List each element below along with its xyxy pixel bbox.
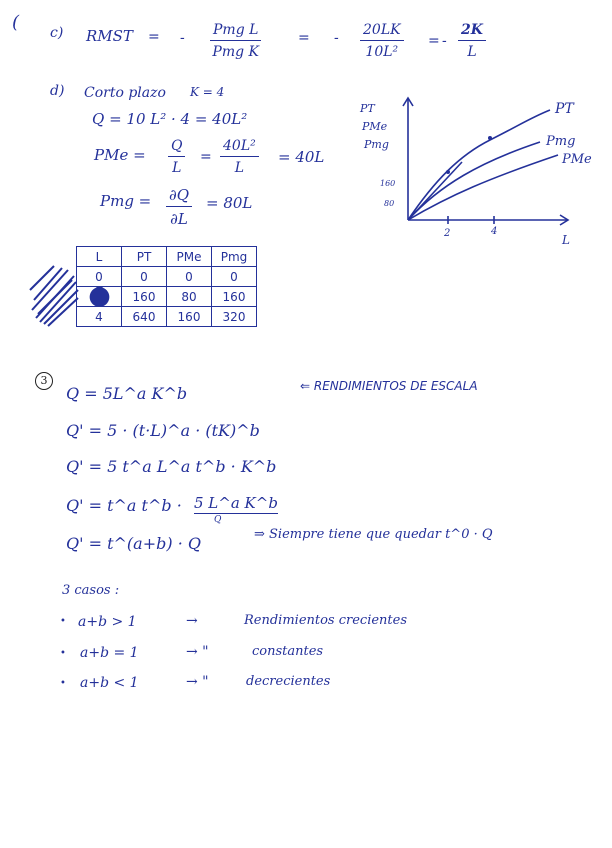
table-cell: 160 [212,287,257,307]
fraction-denominator: L [467,44,477,60]
case-condition: a+b < 1 [80,675,139,691]
graph-y-tick: 160 [380,179,396,188]
cobb-douglas-equation: Q = 5L^a K^b [66,384,188,403]
tangency-point [446,170,450,174]
fraction-40l2-over-l [220,138,259,176]
expanded-equation: Q' = 5 t^a L^a t^b · K^b [66,457,277,476]
table-header: PMe [167,247,212,267]
equals-sign: = [148,29,160,45]
tangent-line [408,162,462,220]
table-cell: 0 [77,267,122,287]
fraction-denominator: ∂L [170,210,188,228]
equals-sign: = [298,30,310,46]
fraction-partial-derivative [166,186,192,228]
case-result: Rendimientos crecientes [244,613,408,628]
section-3-number: 3 [35,372,53,390]
fraction-q-over-l [168,138,185,176]
fraction-numerator: 40L² [220,138,259,157]
case-result: constantes [252,644,324,659]
fraction-pmg [210,22,261,60]
rmst-label: RMST [86,27,133,45]
factored-original-q: 5 L^a K^b [194,494,278,512]
case-result: decrecientes [246,674,331,689]
fraction-20lk [360,22,404,60]
fraction-2k [458,22,486,60]
cases-title: 3 casos : [62,583,120,598]
case-arrow: → " [186,644,209,660]
production-table [76,246,257,327]
table-cell: 0 [212,267,257,287]
pmg-result: = 80L [206,194,253,212]
equals-sign: = [428,33,440,49]
table-row [77,307,257,327]
curve-point [488,136,492,140]
graph-y-label-pme: PMe [362,120,388,133]
case-arrow: → " [186,674,209,690]
table-cell: 160 [122,287,167,307]
k-value: K = 4 [190,85,225,99]
table-cell: 0 [167,267,212,287]
underbrace-q-label: Q [214,515,222,525]
curve-label-pt: PT [555,101,574,117]
bullet: • [60,616,66,627]
rendimientos-note: ⇐ RENDIMIENTOS DE ESCALA [300,379,478,393]
minus-sign: - [180,30,185,46]
graph-y-label-pt: PT [360,102,375,115]
case-condition: a+b > 1 [78,614,137,630]
graph-x-tick: 2 [444,228,451,239]
minus-sign: - [334,30,339,46]
case-arrow: → [186,613,198,629]
case-condition: a+b = 1 [80,645,139,661]
final-equation: Q' = t^(a+b) · Q [66,534,201,553]
pme-label: PMe = [94,146,146,164]
fraction-numerator: ∂Q [166,186,192,207]
fraction-denominator: Pmg K [212,44,259,60]
factored-equation: Q' = t^a t^b · [66,496,182,515]
graph-x-tick: 4 [491,226,498,237]
equals-sign: = [200,149,212,165]
q-short-run-equation: Q = 10 L² · 4 = 40L² [92,110,248,128]
table-cell: 0 [122,267,167,287]
curve-label-pme: PMe [562,152,592,167]
fraction-denominator: 10L² [365,44,399,60]
bullet: • [60,678,66,689]
table-cell: 80 [167,287,212,307]
table-header: Pmg [212,247,257,267]
minus-sign: - [442,33,447,49]
graph-x-label: L [562,233,570,247]
graph-y-label-pmg: Pmg [364,138,389,151]
fraction-numerator: 20LK [360,22,404,41]
fraction-numerator: Q [168,138,185,157]
table-header-row [77,247,257,267]
scribble-hatching [28,260,88,330]
bullet: • [60,648,66,659]
pme-result: = 40L [278,148,325,166]
table-row [77,267,257,287]
table-cell: 4 [77,307,122,327]
fraction-numerator: Pmg L [210,22,261,41]
table-cell: 160 [167,307,212,327]
table-header: PT [122,247,167,267]
fraction-denominator: L [172,160,182,176]
fraction-denominator: L [234,160,245,176]
pmg-label: Pmg = [100,192,152,210]
corner-mark: ( [12,12,20,33]
table-row [77,287,257,307]
table-cell: 320 [212,307,257,327]
table-header: L [77,247,122,267]
final-equation-note: ⇒ Siempre tiene que quedar t^0 · Q [254,527,493,542]
scaled-equation: Q' = 5 · (t·L)^a · (tK)^b [66,421,260,440]
curve-label-pmg: Pmg [546,134,576,149]
graph-y-tick: 80 [384,199,395,208]
fraction-numerator: 2K [458,22,486,41]
production-graph [390,90,590,240]
table-cell: 640 [122,307,167,327]
part-d-label: d) [50,83,65,99]
corto-plazo-title: Corto plazo [84,85,166,101]
part-c-label: c) [50,25,64,41]
